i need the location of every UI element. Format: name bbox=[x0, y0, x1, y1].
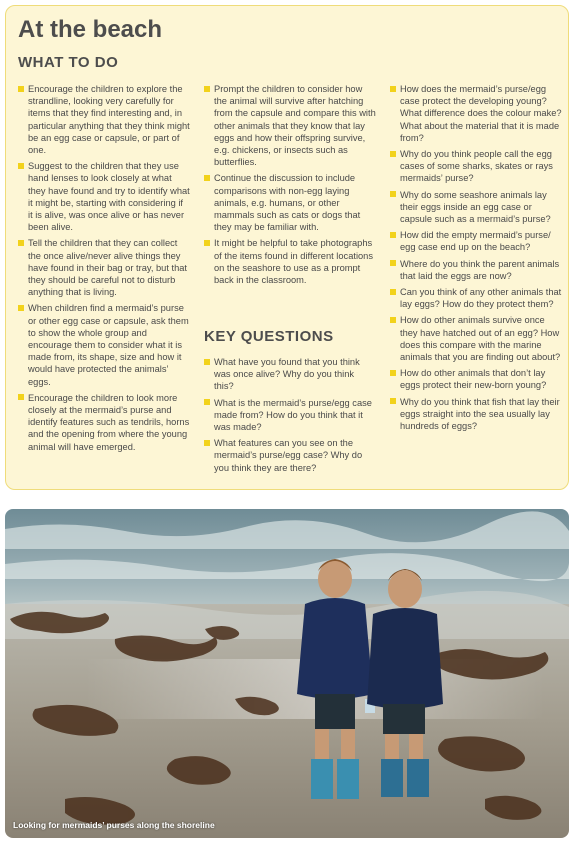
list-item: What features can you see on the mermaid’s purse/egg case? Why do you think they are there? bbox=[204, 437, 376, 474]
list-item: Encourage the children to explore the strandline, looking very carefully for items that they find interesting and, in particular anything that they think might be an egg case or capsule, or part of one. bbox=[18, 83, 190, 156]
what-to-do-column-1 bbox=[18, 83, 190, 457]
list-item: Can you think of any other animals that lay eggs? How do they protect them? bbox=[390, 286, 562, 310]
bullet-square-icon bbox=[390, 370, 396, 376]
list-item: Continue the discussion to include comparisons with non-egg laying animals, e.g. humans, or other mammals such as cats or dogs that they may be familiar with. bbox=[204, 172, 376, 233]
bullet-square-icon bbox=[390, 232, 396, 238]
bullet-square-icon bbox=[390, 86, 396, 92]
bullet-square-icon bbox=[204, 440, 210, 446]
bullet-square-icon bbox=[204, 399, 210, 405]
list-item: How does the mermaid’s purse/egg case protect the developing young? What difference does the colour make? What about the material that it is made from? bbox=[390, 83, 562, 144]
photo-caption: Looking for mermaids’ purses along the shoreline bbox=[13, 820, 215, 830]
what-to-do-heading: WHAT TO DO bbox=[18, 54, 119, 71]
key-questions-heading: KEY QUESTIONS bbox=[204, 328, 334, 345]
bullet-square-icon bbox=[204, 86, 210, 92]
key-questions-column-1 bbox=[204, 356, 376, 478]
list-item: Prompt the children to consider how the animal will survive after hatching from the capsule and compare this with other animals that they know that lay eggs and how their offspring survive, e.g. chickens, or insects such as butterflies. bbox=[204, 83, 376, 168]
bullet-square-icon bbox=[390, 151, 396, 157]
list-item: Where do you think the parent animals that laid the eggs are now? bbox=[390, 258, 562, 282]
list-item: Encourage the children to look more closely at the mermaid’s purse and identify features such as tendrils, horns and the opening from where the young animal will have emerged. bbox=[18, 392, 190, 453]
bullet-square-icon bbox=[390, 398, 396, 404]
bullet-square-icon bbox=[390, 191, 396, 197]
page-title: At the beach bbox=[18, 16, 163, 43]
activity-card bbox=[5, 5, 569, 490]
bullet-square-icon bbox=[390, 260, 396, 266]
beach-photo bbox=[5, 509, 569, 838]
bullet-square-icon bbox=[18, 240, 24, 246]
list-item: How do other animals survive once they have hatched out of an egg? How does this compare with the marine animals that you are finding out about? bbox=[390, 314, 562, 363]
bullet-square-icon bbox=[18, 394, 24, 400]
bullet-square-icon bbox=[204, 359, 210, 365]
bullet-square-icon bbox=[390, 289, 396, 295]
bullet-square-icon bbox=[390, 317, 396, 323]
list-item: Tell the children that they can collect the once alive/never alive things they have found in their bag or tray, but that they should be careful not to disturb anything that is living. bbox=[18, 237, 190, 298]
bullet-square-icon bbox=[18, 86, 24, 92]
list-item: When children find a mermaid’s purse or other egg case or capsule, ask them to show the whole group and encourage them to consider what it is made from, its shape, size and how it would have protected the animals’ eggs. bbox=[18, 302, 190, 387]
list-item: Why do you think that fish that lay their eggs straight into the sea usually lay hundreds of eggs? bbox=[390, 396, 562, 433]
beach-scene-illustration bbox=[5, 509, 569, 838]
list-item: Why do you think people call the egg cases of some sharks, skates or rays mermaids’ purse? bbox=[390, 148, 562, 185]
list-item: What have you found that you think was once alive? Why do you think this? bbox=[204, 356, 376, 393]
list-item: It might be helpful to take photographs of the items found in different locations on the seashore to use as a prompt back in the classroom. bbox=[204, 237, 376, 286]
bullet-square-icon bbox=[204, 240, 210, 246]
list-item: What is the mermaid’s purse/egg case made from? How do you think that it was made? bbox=[204, 397, 376, 434]
list-item: Why do some seashore animals lay their eggs inside an egg case or capsule such as a mermaid’s purse? bbox=[390, 189, 562, 226]
bullet-square-icon bbox=[204, 175, 210, 181]
list-item: How did the empty mermaid’s purse/ egg case end up on the beach? bbox=[390, 229, 562, 253]
list-item: Suggest to the children that they use hand lenses to look closely at what they have found and try to identify what it might be, starting with considering if it is alive, was once alive or has never been alive. bbox=[18, 160, 190, 233]
list-item: How do other animals that don’t lay eggs protect their new-born young? bbox=[390, 367, 562, 391]
what-to-do-column-2 bbox=[204, 83, 376, 290]
key-questions-column-2 bbox=[390, 83, 562, 436]
bullet-square-icon bbox=[18, 163, 24, 169]
bullet-square-icon bbox=[18, 305, 24, 311]
